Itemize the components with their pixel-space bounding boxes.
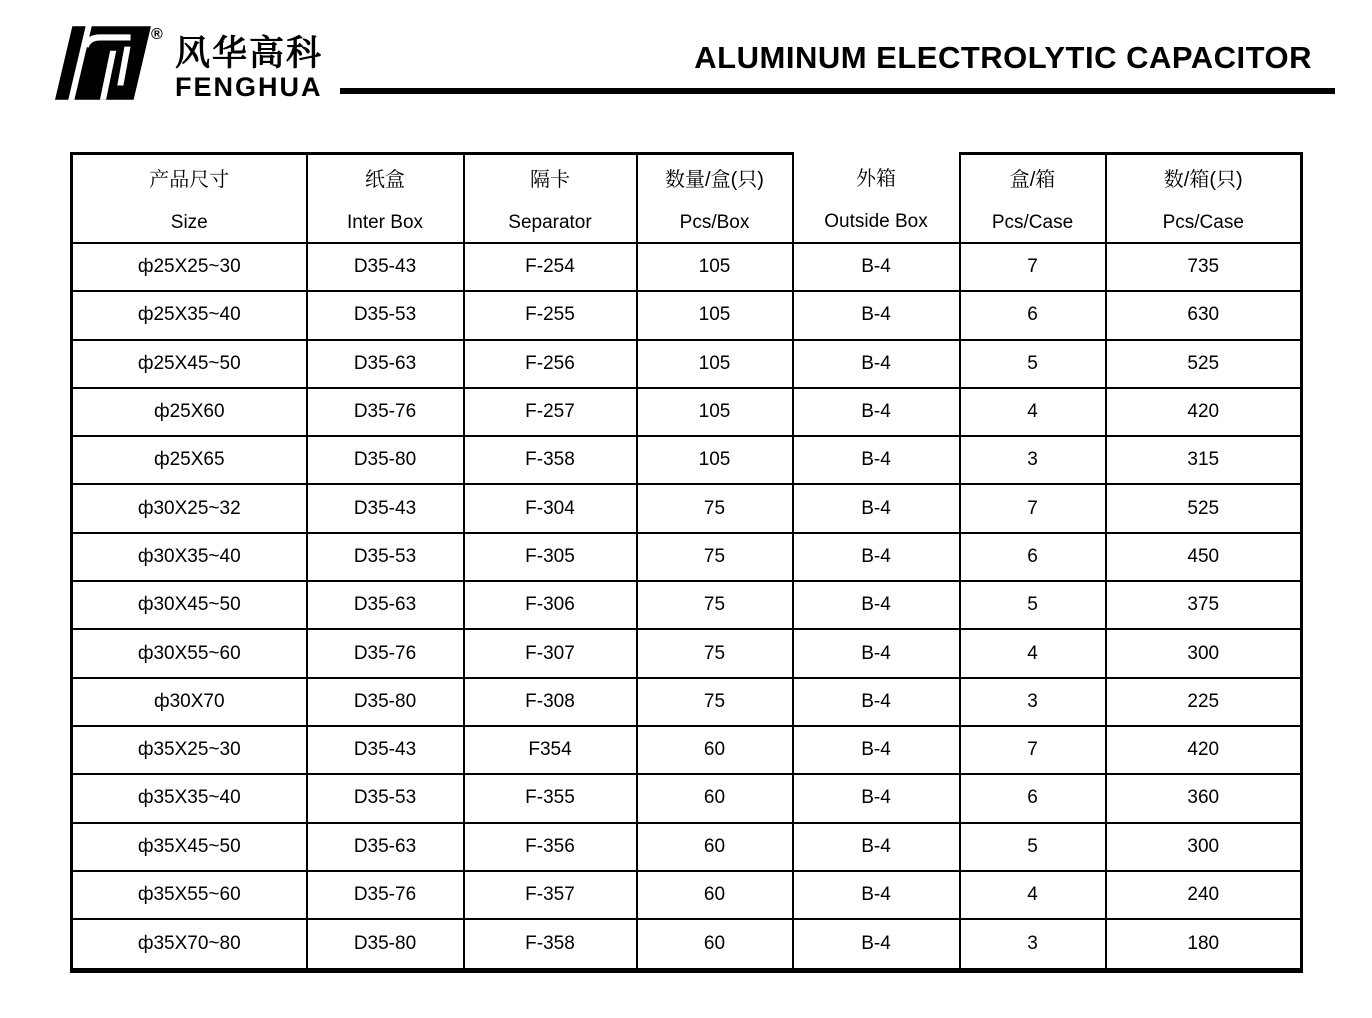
table-row bbox=[72, 533, 1302, 581]
column-header-label-cn: 数/箱(只) bbox=[1163, 169, 1243, 191]
column-header-pcs-box bbox=[637, 154, 793, 244]
table-cell: B-4 bbox=[793, 581, 960, 629]
table-cell: B-4 bbox=[793, 243, 960, 291]
table-cell: 3 bbox=[960, 678, 1106, 726]
table-cell: B-4 bbox=[793, 340, 960, 388]
table-cell: 105 bbox=[637, 388, 793, 436]
table-cell: D35-63 bbox=[307, 823, 464, 871]
table-cell: F-358 bbox=[464, 919, 637, 970]
table-cell: 60 bbox=[637, 871, 793, 919]
table-body bbox=[72, 243, 1302, 971]
table-cell: 5 bbox=[960, 823, 1106, 871]
table-cell: F-254 bbox=[464, 243, 637, 291]
table-cell: 60 bbox=[637, 726, 793, 774]
table-cell: B-4 bbox=[793, 726, 960, 774]
table-row bbox=[72, 436, 1302, 484]
table-cell: 60 bbox=[637, 919, 793, 970]
table-cell: 360 bbox=[1106, 774, 1302, 822]
table-cell: ф35X70~80 bbox=[72, 919, 307, 970]
column-header-label-en: Outside Box bbox=[824, 211, 928, 233]
table-cell: ф25X45~50 bbox=[72, 340, 307, 388]
table-cell: 105 bbox=[637, 340, 793, 388]
table-cell: 105 bbox=[637, 291, 793, 339]
brand-name-chinese: 风华高科 bbox=[175, 34, 324, 73]
table-cell: 240 bbox=[1106, 871, 1302, 919]
table-cell: 630 bbox=[1106, 291, 1302, 339]
table-cell: ф30X35~40 bbox=[72, 533, 307, 581]
table-cell: B-4 bbox=[793, 533, 960, 581]
column-header-separator bbox=[464, 154, 637, 244]
table-cell: F354 bbox=[464, 726, 637, 774]
table-cell: 375 bbox=[1106, 581, 1302, 629]
column-header-label-en: Separator bbox=[508, 212, 592, 233]
table-cell: 225 bbox=[1106, 678, 1302, 726]
packaging-table-wrap bbox=[70, 152, 1303, 973]
table-cell: B-4 bbox=[793, 919, 960, 970]
table-cell: ф30X45~50 bbox=[72, 581, 307, 629]
table-row bbox=[72, 774, 1302, 822]
table-cell: F-307 bbox=[464, 629, 637, 677]
table-header bbox=[72, 154, 1302, 244]
header-divider bbox=[340, 88, 1335, 94]
column-header-pcs-case bbox=[1106, 154, 1302, 244]
table-cell: F-357 bbox=[464, 871, 637, 919]
column-header-label-en: Pcs/Case bbox=[991, 212, 1074, 233]
table-cell: 75 bbox=[637, 678, 793, 726]
table-cell: 7 bbox=[960, 726, 1106, 774]
column-header-label-en: Size bbox=[170, 212, 208, 233]
table-cell: F-305 bbox=[464, 533, 637, 581]
table-cell: D35-43 bbox=[307, 726, 464, 774]
column-header-inter-box bbox=[307, 154, 464, 244]
table-cell: 60 bbox=[637, 774, 793, 822]
column-header-label-cn: 盒/箱 bbox=[1009, 169, 1056, 191]
table-row bbox=[72, 919, 1302, 970]
table-cell: F-356 bbox=[464, 823, 637, 871]
column-header-label-en: Inter Box bbox=[346, 212, 424, 233]
table-cell: 4 bbox=[960, 871, 1106, 919]
table-cell: 300 bbox=[1106, 823, 1302, 871]
column-header-label-en: Pcs/Box bbox=[679, 212, 750, 233]
table-row bbox=[72, 823, 1302, 871]
table-cell: F-358 bbox=[464, 436, 637, 484]
table-cell: 420 bbox=[1106, 726, 1302, 774]
table-cell: ф35X55~60 bbox=[72, 871, 307, 919]
table-cell: 180 bbox=[1106, 919, 1302, 970]
table-cell: B-4 bbox=[793, 823, 960, 871]
brand-text bbox=[175, 36, 323, 101]
table-cell: 4 bbox=[960, 629, 1106, 677]
table-cell: ф25X60 bbox=[72, 388, 307, 436]
table-cell: 75 bbox=[637, 581, 793, 629]
table-cell: F-308 bbox=[464, 678, 637, 726]
table-row bbox=[72, 291, 1302, 339]
table-cell: B-4 bbox=[793, 871, 960, 919]
table-cell: ф35X45~50 bbox=[72, 823, 307, 871]
table-cell: 5 bbox=[960, 340, 1106, 388]
column-header-label-cn: 产品尺寸 bbox=[149, 169, 230, 191]
table-cell: D35-76 bbox=[307, 871, 464, 919]
column-header-size bbox=[72, 154, 307, 244]
table-cell: B-4 bbox=[793, 436, 960, 484]
table-cell: F-304 bbox=[464, 484, 637, 532]
column-header-label-cn: 隔卡 bbox=[530, 169, 570, 191]
table-cell: 60 bbox=[637, 823, 793, 871]
table-row bbox=[72, 581, 1302, 629]
table-cell: ф35X25~30 bbox=[72, 726, 307, 774]
table-cell: D35-80 bbox=[307, 678, 464, 726]
column-header-outside-box bbox=[793, 154, 960, 244]
table-cell: D35-43 bbox=[307, 243, 464, 291]
table-cell: 6 bbox=[960, 291, 1106, 339]
table-cell: 3 bbox=[960, 436, 1106, 484]
table-cell: ф35X35~40 bbox=[72, 774, 307, 822]
table-row bbox=[72, 243, 1302, 291]
table-cell: B-4 bbox=[793, 484, 960, 532]
table-cell: 105 bbox=[637, 243, 793, 291]
column-header-pcs-case bbox=[960, 154, 1106, 244]
table-cell: F-306 bbox=[464, 581, 637, 629]
table-cell: D35-63 bbox=[307, 581, 464, 629]
table-row bbox=[72, 340, 1302, 388]
packaging-table bbox=[70, 152, 1303, 973]
table-cell: F-257 bbox=[464, 388, 637, 436]
table-cell: D35-53 bbox=[307, 774, 464, 822]
table-cell: B-4 bbox=[793, 388, 960, 436]
fenghua-logo-icon bbox=[55, 24, 153, 102]
brand-logo bbox=[55, 24, 323, 102]
table-cell: B-4 bbox=[793, 678, 960, 726]
table-cell: 6 bbox=[960, 533, 1106, 581]
table-cell: 315 bbox=[1106, 436, 1302, 484]
column-header-label-en: Pcs/Case bbox=[1162, 212, 1244, 233]
table-cell: 525 bbox=[1106, 340, 1302, 388]
table-row bbox=[72, 388, 1302, 436]
table-cell: ф25X25~30 bbox=[72, 243, 307, 291]
table-cell: ф30X55~60 bbox=[72, 629, 307, 677]
table-row bbox=[72, 871, 1302, 919]
table-cell: 75 bbox=[637, 629, 793, 677]
table-row bbox=[72, 678, 1302, 726]
table-cell: 735 bbox=[1106, 243, 1302, 291]
table-cell: B-4 bbox=[793, 291, 960, 339]
table-cell: D35-53 bbox=[307, 533, 464, 581]
column-header-label-cn: 外箱 bbox=[856, 168, 896, 191]
registered-trademark: ® bbox=[151, 26, 163, 43]
table-cell: 75 bbox=[637, 484, 793, 532]
table-cell: D35-43 bbox=[307, 484, 464, 532]
table-cell: D35-76 bbox=[307, 629, 464, 677]
table-row bbox=[72, 484, 1302, 532]
table-cell: ф25X35~40 bbox=[72, 291, 307, 339]
table-cell: 5 bbox=[960, 581, 1106, 629]
table-cell: F-256 bbox=[464, 340, 637, 388]
table-cell: D35-80 bbox=[307, 436, 464, 484]
table-cell: D35-53 bbox=[307, 291, 464, 339]
table-cell: D35-80 bbox=[307, 919, 464, 970]
table-row bbox=[72, 629, 1302, 677]
table-cell: 300 bbox=[1106, 629, 1302, 677]
table-cell: ф30X70 bbox=[72, 678, 307, 726]
table-cell: B-4 bbox=[793, 629, 960, 677]
table-row bbox=[72, 726, 1302, 774]
column-header-label-cn: 纸盒 bbox=[365, 169, 405, 191]
column-header-label-cn: 数量/盒(只) bbox=[665, 169, 764, 191]
brand-name-english: FENGHUA bbox=[175, 72, 323, 102]
table-cell: ф25X65 bbox=[72, 436, 307, 484]
table-cell: 7 bbox=[960, 484, 1106, 532]
table-cell: 525 bbox=[1106, 484, 1302, 532]
table-cell: 420 bbox=[1106, 388, 1302, 436]
table-cell: 105 bbox=[637, 436, 793, 484]
table-cell: 4 bbox=[960, 388, 1106, 436]
page-title: ALUMINUM ELECTROLYTIC CAPACITOR bbox=[694, 40, 1312, 75]
table-cell: 3 bbox=[960, 919, 1106, 970]
table-cell: F-255 bbox=[464, 291, 637, 339]
table-cell: 450 bbox=[1106, 533, 1302, 581]
table-cell: ф30X25~32 bbox=[72, 484, 307, 532]
table-cell: 7 bbox=[960, 243, 1106, 291]
table-cell: 6 bbox=[960, 774, 1106, 822]
table-cell: B-4 bbox=[793, 774, 960, 822]
table-cell: F-355 bbox=[464, 774, 637, 822]
table-cell: 75 bbox=[637, 533, 793, 581]
table-cell: D35-63 bbox=[307, 340, 464, 388]
table-cell: D35-76 bbox=[307, 388, 464, 436]
